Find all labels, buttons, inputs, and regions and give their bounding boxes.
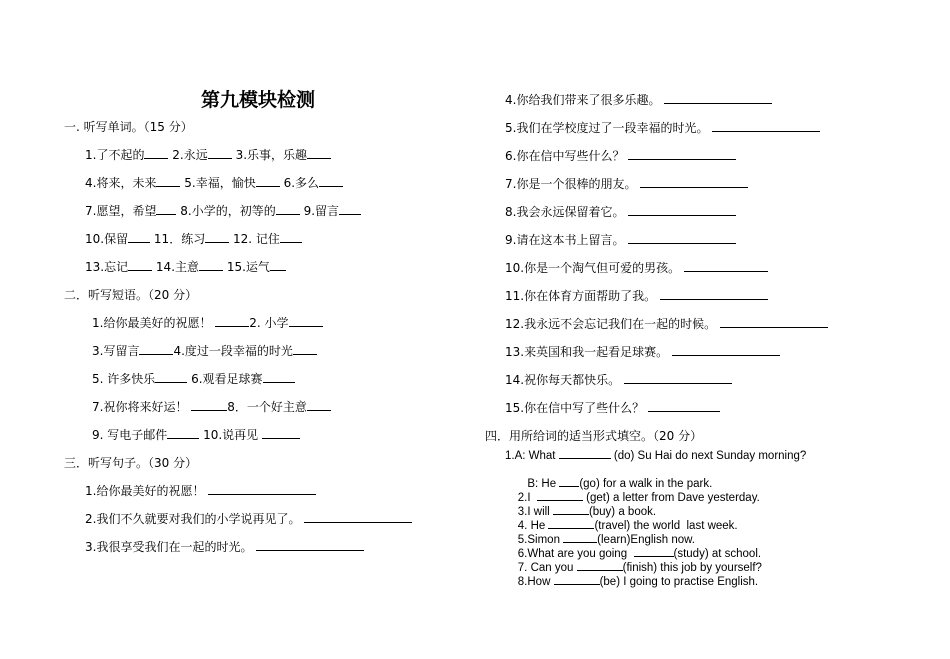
item-text: 3.乐事，乐趣: [235, 148, 308, 162]
sentence-line: [505, 120, 820, 136]
answer-blank[interactable]: [660, 288, 768, 300]
fill-text: 3.I will: [517, 506, 553, 518]
sentence-text: 8.我会永远保留着它。: [505, 205, 625, 219]
item-text: 14.主意: [155, 260, 200, 274]
item-text: 2.永远: [172, 148, 208, 162]
item-text: 10.保留: [85, 232, 129, 246]
fill-text: 8.How: [517, 576, 554, 588]
answer-blank[interactable]: [156, 175, 180, 187]
section2-heading: 二．听写短语。（20 分）: [64, 288, 198, 302]
section1-line: [85, 203, 361, 219]
fill-text: B: He: [517, 478, 560, 490]
fill-text: 7. Can you: [517, 562, 577, 574]
sentence-text: 15.你在信中写了些什么？: [505, 401, 645, 415]
fill-text: (travel) the world last week.: [594, 520, 738, 532]
answer-blank[interactable]: [339, 203, 361, 215]
answer-blank[interactable]: [256, 539, 364, 551]
fill-text: (do) Su Hai do next Sunday morning?: [610, 450, 807, 462]
item-text: 6.多么: [283, 176, 320, 190]
sentence-text: 1.给你最美好的祝愿！: [85, 484, 205, 498]
section1-line: [85, 147, 331, 163]
item-text: 8．一个好主意: [227, 400, 307, 414]
answer-blank[interactable]: [156, 203, 176, 215]
section1-line: [85, 259, 286, 275]
sentence-line: [505, 316, 828, 332]
answer-blank[interactable]: [167, 427, 199, 439]
sentence-line: [505, 232, 736, 248]
item-text: 10.说再见: [203, 428, 259, 442]
fill-text: (finish) this job by yourself?: [622, 562, 762, 574]
fill-text: 4. He: [517, 520, 549, 532]
answer-blank[interactable]: [205, 231, 229, 243]
item-text: 4.度过一段幸福的时光: [173, 344, 293, 358]
answer-blank[interactable]: [640, 176, 748, 188]
section2-line: [92, 427, 300, 443]
item-text: 5. 许多快乐: [92, 372, 156, 386]
answer-blank[interactable]: [208, 147, 232, 159]
item-text: 4.将来，未来: [85, 176, 157, 190]
answer-blank[interactable]: [304, 511, 412, 523]
fill-line: [505, 559, 758, 603]
answer-blank[interactable]: [712, 120, 820, 132]
sentence-line: [505, 204, 736, 220]
answer-blank[interactable]: [624, 372, 732, 384]
answer-blank[interactable]: [628, 204, 736, 216]
answer-blank[interactable]: [289, 315, 323, 327]
sentence-line: [505, 260, 768, 276]
section4-heading: 四．用所给词的适当形式填空。（20 分）: [485, 429, 703, 443]
fill-text: 2.I: [517, 492, 537, 504]
answer-blank[interactable]: [155, 371, 187, 383]
sentence-text: 3.我很享受我们在一起的时光。: [85, 540, 253, 554]
answer-blank[interactable]: [263, 371, 295, 383]
answer-blank[interactable]: [208, 483, 316, 495]
answer-blank[interactable]: [270, 259, 286, 271]
item-text: 7.祝你将来好运！: [92, 400, 188, 414]
answer-blank[interactable]: [319, 175, 343, 187]
item-text: 15.运气: [226, 260, 270, 274]
sentence-line: [505, 148, 736, 164]
sentence-text: 5.我们在学校度过了一段幸福的时光。: [505, 121, 709, 135]
section2-line: [92, 315, 323, 331]
item-text: 12. 记住: [233, 232, 280, 246]
answer-blank[interactable]: [293, 343, 317, 355]
section1-heading: 一. 听写单词。（15 分）: [64, 120, 193, 134]
sentence-text: 11.你在体育方面帮助了我。: [505, 289, 657, 303]
fill-text: (learn)English now.: [597, 534, 695, 546]
answer-blank[interactable]: [720, 316, 828, 328]
answer-blank[interactable]: [276, 203, 300, 215]
answer-blank[interactable]: [307, 147, 331, 159]
item-text: 11．练习: [153, 232, 206, 246]
item-text: 8.小学的，初等的: [180, 204, 276, 218]
answer-blank[interactable]: [144, 147, 168, 159]
answer-blank[interactable]: [628, 148, 736, 160]
fill-text: (be) I going to practise English.: [599, 576, 759, 588]
answer-blank[interactable]: [559, 447, 611, 459]
sentence-line: [505, 92, 772, 108]
sentence-line: [505, 400, 720, 416]
section2-line: [92, 343, 317, 359]
sentence-line: [505, 344, 780, 360]
answer-blank[interactable]: [307, 399, 331, 411]
answer-blank[interactable]: [648, 400, 720, 412]
item-text: 3.写留言: [92, 344, 140, 358]
sentence-text: 4.你给我们带来了很多乐趣。: [505, 93, 661, 107]
answer-blank[interactable]: [672, 344, 780, 356]
section2-line: [92, 399, 331, 415]
sentence-text: 10.你是一个淘气但可爱的男孩。: [505, 261, 681, 275]
sentence-text: 14.祝你每天都快乐。: [505, 373, 621, 387]
sentence-line: [85, 511, 412, 527]
sentence-line: [505, 176, 748, 192]
answer-blank[interactable]: [139, 343, 173, 355]
item-text: 1.给你最美好的祝愿！: [92, 316, 212, 330]
sentence-line: [505, 288, 768, 304]
answer-blank[interactable]: [128, 259, 152, 271]
sentence-text: 7.你是一个很棒的朋友。: [505, 177, 637, 191]
answer-blank[interactable]: [199, 259, 223, 271]
sentence-text: 9.请在这本书上留言。: [505, 233, 625, 247]
answer-blank[interactable]: [664, 92, 772, 104]
fill-text: 5.Simon: [517, 534, 564, 546]
sentence-text: 13.来英国和我一起看足球赛。: [505, 345, 669, 359]
fill-text: (get) a letter from Dave yesterday.: [582, 492, 760, 504]
answer-blank[interactable]: [215, 315, 249, 327]
sentence-line: [85, 539, 364, 555]
sentence-line: [85, 483, 316, 499]
answer-blank[interactable]: [628, 232, 736, 244]
answer-blank[interactable]: [262, 427, 300, 439]
section3-heading: 三．听写句子。（30 分）: [64, 456, 198, 470]
answer-blank[interactable]: [256, 175, 280, 187]
sentence-text: 6.你在信中写些什么？: [505, 149, 625, 163]
fill-text: 1.A: What: [505, 450, 559, 462]
sentence-line: [505, 372, 732, 388]
item-text: 6.观看足球赛: [191, 372, 263, 386]
answer-blank[interactable]: [554, 573, 600, 585]
page-title: 第九模块检测: [201, 89, 316, 111]
fill-text: (study) at school.: [673, 548, 762, 560]
item-text: 5.幸福，愉快: [184, 176, 256, 190]
fill-text: (buy) a book.: [588, 506, 657, 518]
item-text: 13.忘记: [85, 260, 129, 274]
sentence-text: 2.我们不久就要对我们的小学说再见了。: [85, 512, 301, 526]
section1-line: [85, 231, 302, 247]
item-text: 1.了不起的: [85, 148, 145, 162]
answer-blank[interactable]: [128, 231, 150, 243]
item-text: 7.愿望，希望: [85, 204, 157, 218]
item-text: 9.留言: [303, 204, 340, 218]
item-text: 2. 小学: [249, 316, 289, 330]
section1-line: [85, 175, 343, 191]
fill-text: 6.What are you going: [517, 548, 634, 560]
fill-text: (go) for a walk in the park.: [579, 478, 713, 490]
answer-blank[interactable]: [191, 399, 227, 411]
sentence-text: 12.我永远不会忘记我们在一起的时候。: [505, 317, 717, 331]
item-text: 9. 写电子邮件: [92, 428, 168, 442]
answer-blank[interactable]: [684, 260, 768, 272]
answer-blank[interactable]: [280, 231, 302, 243]
section2-line: [92, 371, 295, 387]
